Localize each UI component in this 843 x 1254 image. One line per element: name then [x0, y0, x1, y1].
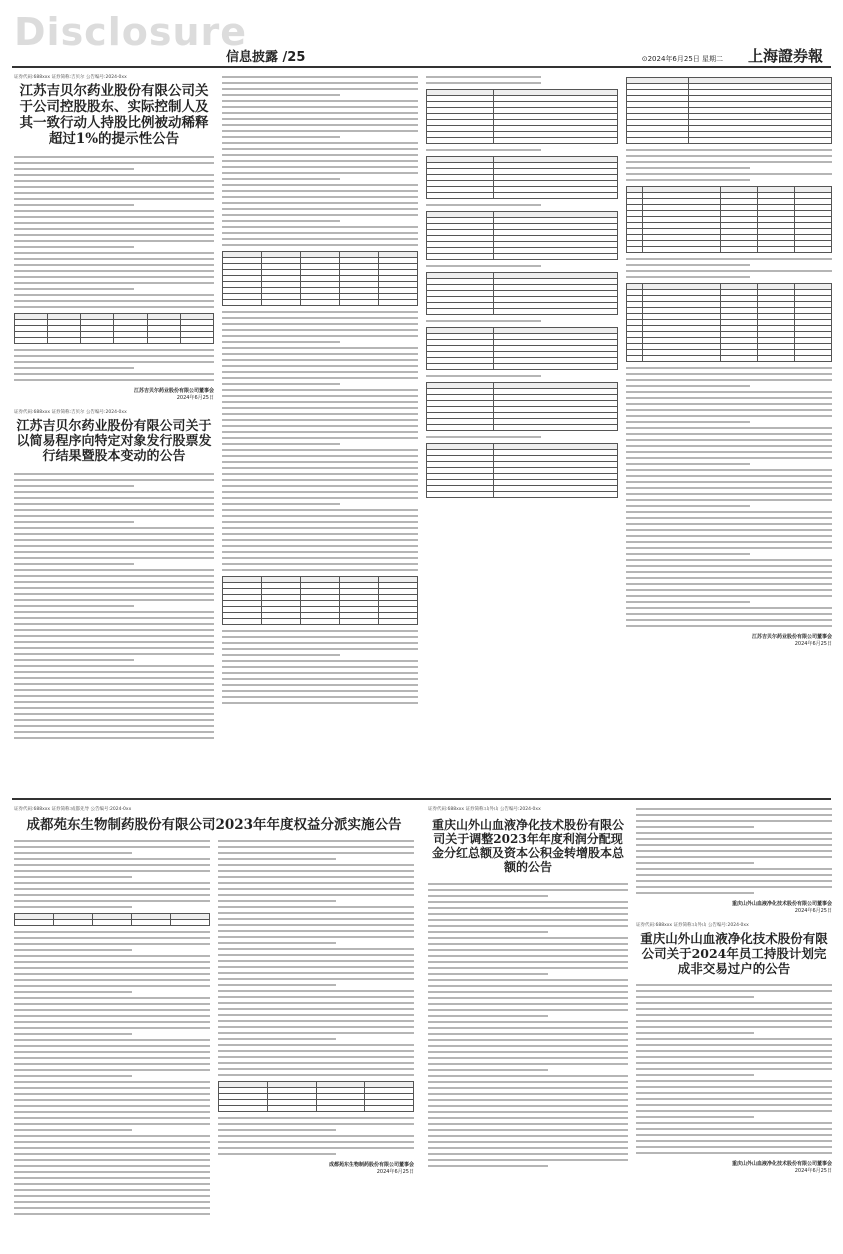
- article-title: 江苏吉贝尔药业股份有限公司关于以简易程序向特定对象发行股票发行结果暨股本变动的公告: [16, 418, 212, 465]
- masthead: [0, 0, 843, 54]
- data-table: [426, 211, 618, 260]
- article-body: [14, 347, 214, 383]
- section-title: 信息披露 /25: [226, 50, 306, 65]
- article-body: [426, 202, 618, 208]
- article-signature: 成都苑东生物制药股份有限公司董事会: [328, 1161, 414, 1168]
- article-body: [218, 838, 414, 1078]
- article-column-1: [14, 74, 214, 794]
- data-table: [426, 272, 618, 315]
- article-title: 江苏吉贝尔药业股份有限公司关于公司控股股东、实际控制人及其一致行动人持股比例被动稀释超过1%的提示性公告: [19, 83, 209, 147]
- data-table: [626, 283, 832, 362]
- article-body: [636, 806, 832, 896]
- article-body: [222, 309, 418, 573]
- article-column-3: [426, 74, 618, 794]
- article-body: [426, 434, 618, 440]
- article-body: [14, 471, 214, 741]
- article-column-4: [626, 74, 832, 794]
- article-body: [426, 318, 618, 324]
- data-table: [222, 251, 418, 306]
- issue-date: ⊙2024年6月25日 星期二: [641, 55, 723, 63]
- article-date: 2024年6月25日: [794, 908, 832, 914]
- article-body: [626, 365, 832, 629]
- newspaper-name: 上海證券報: [747, 47, 823, 65]
- article-body: [426, 373, 618, 379]
- disclosure-banner: Disclosure: [14, 10, 248, 54]
- data-table: [626, 186, 832, 253]
- article-code: 证券代码:688xxx 证券简称:山外山 公告编号:2024-0xx: [428, 807, 541, 812]
- data-table: [626, 77, 832, 144]
- article-body: [626, 256, 832, 280]
- article-signature: 江苏吉贝尔药业股份有限公司董事会: [751, 634, 832, 640]
- article-body: [14, 929, 210, 1217]
- article-body: [636, 982, 832, 1156]
- article-body: [426, 263, 618, 269]
- data-table: [426, 89, 618, 144]
- data-table: [426, 327, 618, 370]
- article-code: 证券代码:688xxx 证券简称:山外山 公告编号:2024-0xx: [636, 923, 749, 928]
- article-date: 2024年6月25日: [794, 1168, 832, 1175]
- data-table: [426, 443, 618, 498]
- header-rule: [12, 66, 831, 68]
- article-date: 2024年6月25日: [794, 641, 832, 647]
- article-title: 成都苑东生物制药股份有限公司2023年年度权益分派实施公告: [26, 817, 402, 833]
- data-table: [14, 913, 210, 926]
- article-body: [426, 147, 618, 153]
- article-code: 证券代码:688xxx 证券简称:成都先导 公告编号:2024-0xx: [14, 807, 132, 812]
- article-signature: 重庆山外山血液净化技术股份有限公司董事会: [731, 1161, 832, 1168]
- article-title: 重庆山外山血液净化技术股份有限公司关于2024年员工持股计划完成非交易过户的公告: [640, 931, 828, 976]
- data-table: [218, 1081, 414, 1112]
- article-code: 证券代码:688xxx 证券简称:吉贝尔 公告编号:2024-0xx: [14, 75, 127, 80]
- data-table: [14, 313, 214, 344]
- article-column-2: [222, 74, 418, 794]
- article-body: [222, 628, 418, 706]
- data-table: [426, 156, 618, 199]
- article-body: [218, 1115, 414, 1157]
- article-date: 2024年6月25日: [176, 394, 214, 401]
- data-table: [222, 576, 418, 625]
- article-bottom-left: [14, 806, 414, 1246]
- article-body: [626, 147, 832, 183]
- article-body: [14, 154, 214, 310]
- article-bottom-right: [636, 806, 832, 1246]
- article-body: [428, 881, 628, 1169]
- section-rule: [12, 798, 831, 800]
- article-date: 2024年6月25日: [376, 1168, 414, 1175]
- article-body: [222, 74, 418, 248]
- article-signature: 江苏吉贝尔药业股份有限公司董事会: [133, 387, 214, 394]
- article-signature: 重庆山外山血液净化技术股份有限公司董事会: [731, 901, 832, 907]
- article-title: 重庆山外山血液净化技术股份有限公司关于调整2023年年度利润分配现金分红总额及资本公积金转增股本总额的公告: [431, 818, 624, 875]
- article-body: [426, 74, 618, 86]
- article-bottom-middle: [428, 806, 628, 1246]
- article-code: 证券代码:688xxx 证券简称:吉贝尔 公告编号:2024-0xx: [14, 409, 127, 415]
- data-table: [426, 382, 618, 431]
- article-body: [14, 838, 210, 910]
